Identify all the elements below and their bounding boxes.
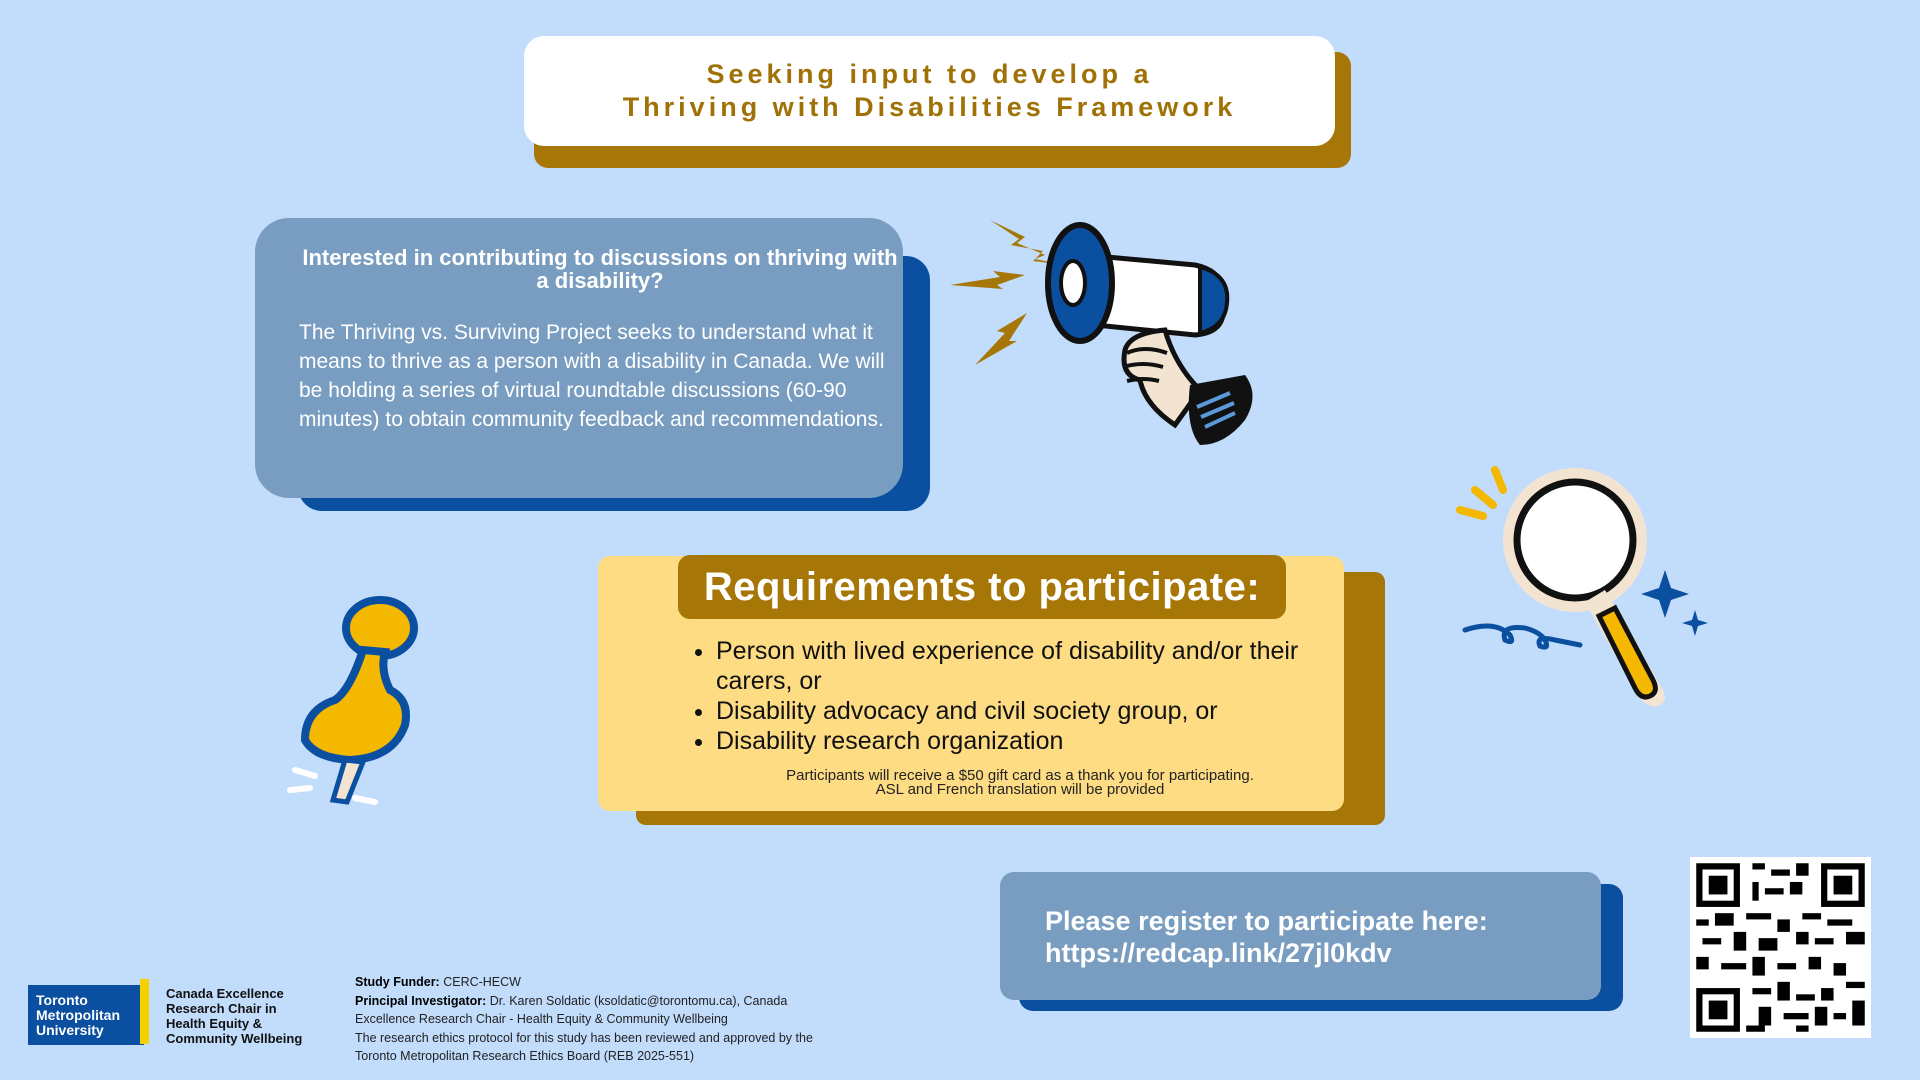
requirement-item: • Disability advocacy and civil society group, or <box>716 696 1336 726</box>
requirements-list <box>690 636 1336 756</box>
pi-label: Principal Investigator: <box>355 993 487 1008</box>
title-line-1: Seeking input to develop a <box>706 59 1153 89</box>
magnifying-glass-icon <box>1455 460 1715 725</box>
qr-code-icon <box>1690 857 1871 1038</box>
requirements-title: Requirements to participate: <box>678 555 1286 619</box>
chair-line: Community Wellbeing <box>166 1031 303 1046</box>
chair-line: Canada Excellence <box>166 986 284 1001</box>
register-label: Please register to participate here: <box>1045 906 1488 936</box>
funder-value: CERC-HECW <box>443 975 521 989</box>
funder-label: Study Funder: <box>355 975 440 989</box>
title-line-2: Thriving with Disabilities Framework <box>622 92 1237 122</box>
participation-note <box>700 769 1340 797</box>
chair-line: Research Chair in <box>166 1001 277 1016</box>
chair-line: Health Equity & <box>166 1016 263 1031</box>
pi-line <box>355 992 845 1029</box>
push-pin-icon <box>285 590 435 810</box>
research-chair-label <box>166 986 302 1046</box>
tmu-logo-accent <box>140 979 149 1044</box>
logo-line: Toronto <box>36 992 88 1008</box>
funder-line <box>355 973 845 992</box>
logo-line: University <box>36 1022 104 1038</box>
register-link[interactable]: https://redcap.link/27jl0kdv <box>1045 938 1392 968</box>
register-text <box>1045 905 1585 969</box>
translation-note: ASL and French translation will be provided <box>875 781 1165 798</box>
pi-value: Dr. Karen Soldatic (ksoldatic@torontomu.ca), Canada Excellence Research Chair - Health Equity & Community Wellbeing <box>355 993 788 1026</box>
megaphone-icon <box>945 215 1325 465</box>
title-banner <box>524 36 1335 146</box>
gift-card-note: Participants will receive a $50 gift card as a thank you for participating. <box>786 767 1254 784</box>
tmu-logo-text <box>36 993 120 1038</box>
ethics-line: The research ethics protocol for this study has been reviewed and approved by the Toronto Metropolitan Research Ethics Board (REB 2025-551) <box>355 1030 813 1063</box>
qr-code[interactable] <box>1690 857 1871 1038</box>
logo-line: Metropolitan <box>36 1007 120 1023</box>
intro-body: The Thriving vs. Surviving Project seeks to understand what it means to thrive as a person with a disability in Canada. We will be holding a series of virtual roundtable discussions (60-90 minutes) to obtain community feedback and recommendations. <box>299 321 885 431</box>
requirement-item: • Person with lived experience of disability and/or their carers, or <box>716 636 1336 696</box>
study-footer <box>355 973 845 1066</box>
intro-heading: Interested in contributing to discussions on thriving with a disability? <box>302 245 898 293</box>
requirement-item: • Disability research organization <box>716 726 1336 756</box>
